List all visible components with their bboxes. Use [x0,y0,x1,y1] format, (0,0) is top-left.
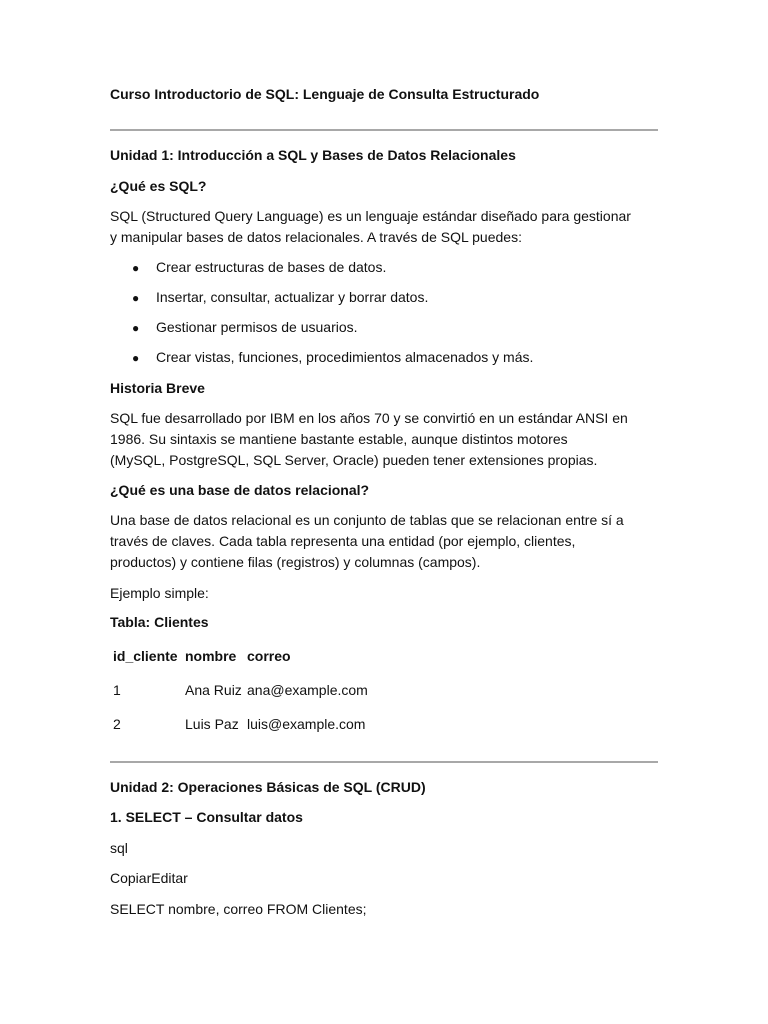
list-item-text: Crear estructuras de bases de datos. [156,259,387,275]
list-item-text: Insertar, consultar, actualizar y borrar datos. [156,289,429,305]
list-item-text: Crear vistas, funciones, procedimientos almacenados y más. [156,349,534,365]
bullet-icon: ● [132,351,140,365]
paragraph-line: SQL fue desarrollado por IBM en los años 70 y se convirtió en un estándar ANSI en [110,410,628,426]
unit2-heading: Unidad 2: Operaciones Básicas de SQL (CRUD) [110,779,426,795]
paragraph-line: productos) y contiene filas (registros) y columnas (campos). [110,554,481,570]
table-cell: 2 [113,716,121,732]
list-item-text: Gestionar permisos de usuarios. [156,319,358,335]
question-what-is-sql: ¿Qué es SQL? [110,178,207,194]
table-header-cell: id_cliente [113,648,178,664]
paragraph-line: (MySQL, PostgreSQL, SQL Server, Oracle) pueden tener extensiones propias. [110,452,598,468]
table-cell: Ana Ruiz [185,682,242,698]
table-header-cell: correo [247,648,291,664]
section-divider [110,761,658,763]
document-title: Curso Introductorio de SQL: Lenguaje de Consulta Estructurado [110,86,540,102]
paragraph-line: SQL (Structured Query Language) es un lenguaje estándar diseñado para gestionar [110,208,631,224]
paragraph-line: 1986. Su sintaxis se mantiene bastante estable, aunque distintos motores [110,431,568,447]
unit1-heading: Unidad 1: Introducción a SQL y Bases de Datos Relacionales [110,147,516,163]
table-cell: luis@example.com [247,716,366,732]
paragraph-line: Una base de datos relacional es un conjunto de tablas que se relacionan entre sí a [110,512,624,528]
code-language-label: sql [110,840,128,856]
paragraph-line: y manipular bases de datos relacionales. A través de SQL puedes: [110,229,522,245]
table-header-cell: nombre [185,648,237,664]
table-cell: 1 [113,682,121,698]
question-relational-db: ¿Qué es una base de datos relacional? [110,482,370,498]
copy-edit-label[interactable]: CopiarEditar [110,870,188,886]
section-divider [110,129,658,131]
bullet-icon: ● [132,261,140,275]
bullet-icon: ● [132,291,140,305]
code-block: SELECT nombre, correo FROM Clientes; [110,901,367,917]
table-title: Tabla: Clientes [110,614,209,630]
paragraph-line: través de claves. Cada tabla representa una entidad (por ejemplo, clientes, [110,533,576,549]
history-heading: Historia Breve [110,380,205,396]
select-subheading: 1. SELECT – Consultar datos [110,809,303,825]
table-cell: ana@example.com [247,682,368,698]
example-label: Ejemplo simple: [110,585,209,601]
table-cell: Luis Paz [185,716,239,732]
bullet-icon: ● [132,321,140,335]
